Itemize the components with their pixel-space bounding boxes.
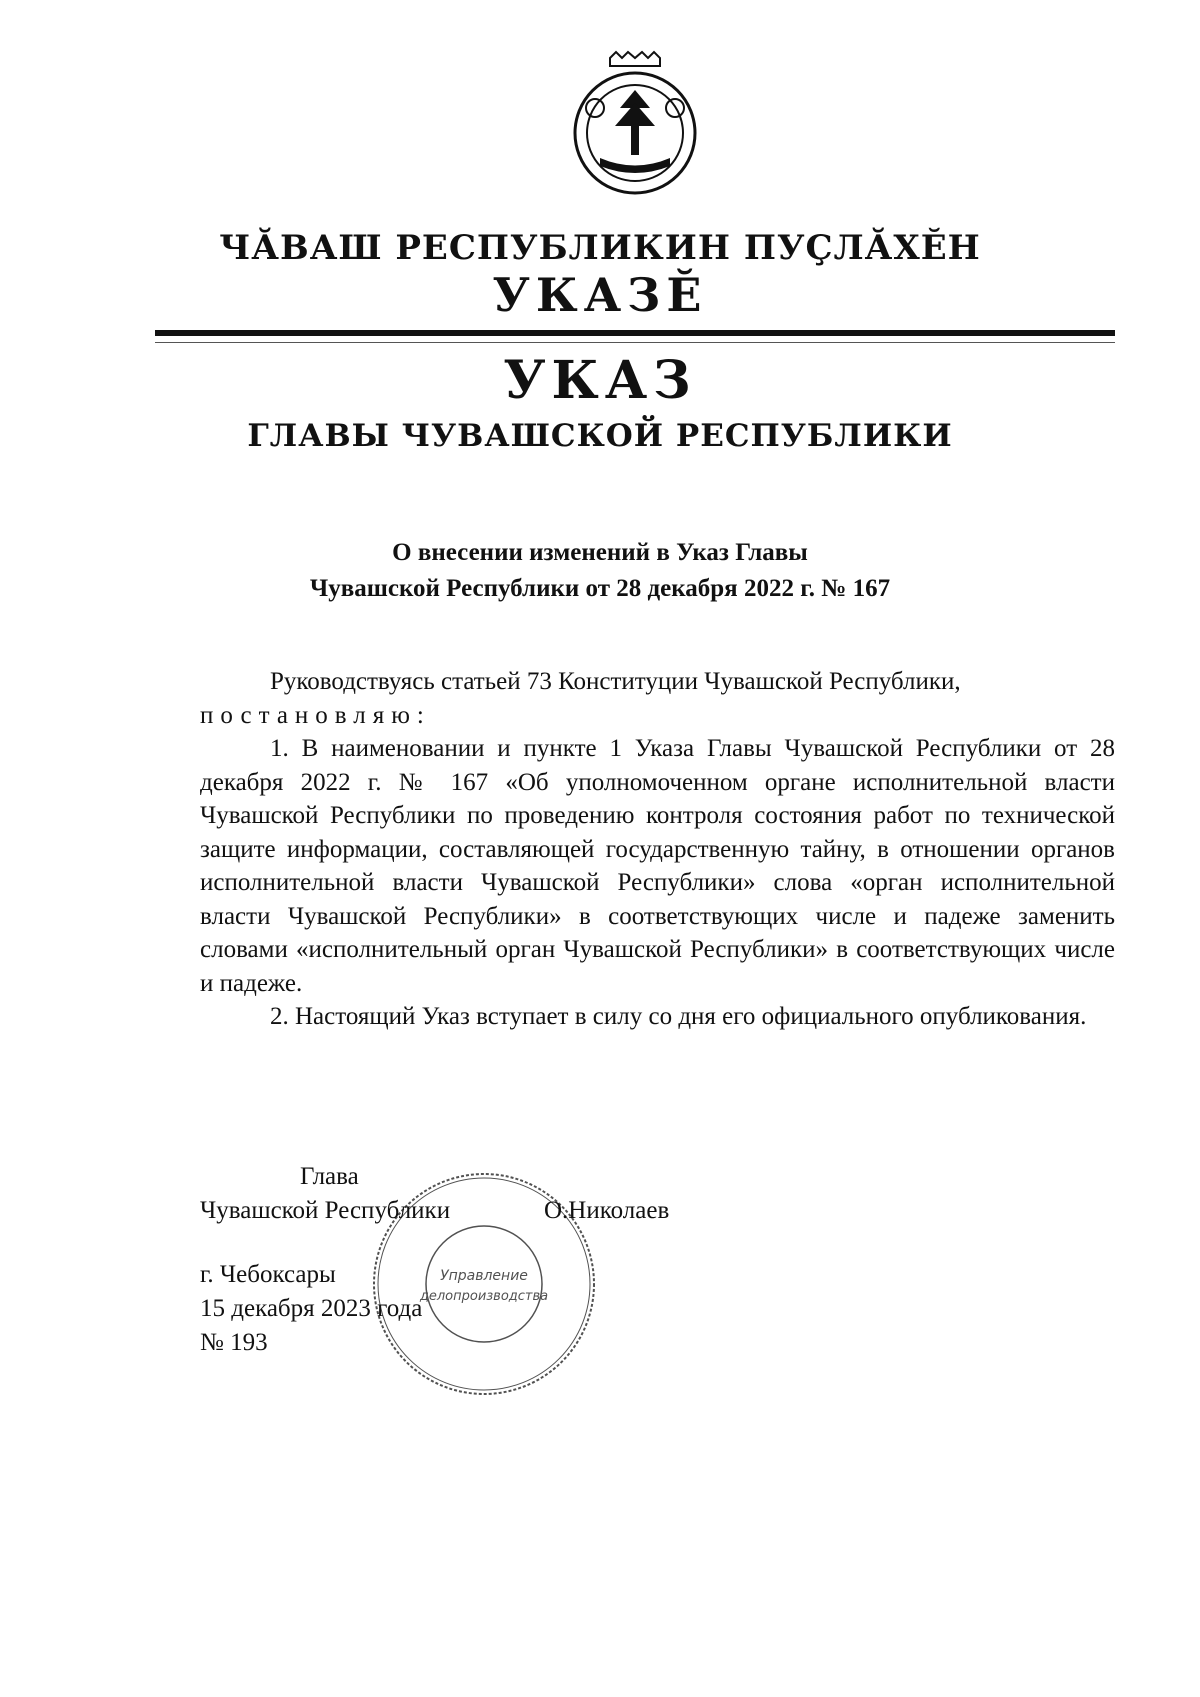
signature-date: 15 декабря 2023 года <box>200 1295 423 1322</box>
decree-subject <box>0 535 1200 607</box>
stamp-center-line-2: делопроизводства <box>419 1289 549 1304</box>
subject-line-1: О внесении изменений в Указ Главы <box>392 539 808 566</box>
body-intro: Руководствуясь статьей 73 Конституции Чувашской Республики, <box>270 668 961 695</box>
chuvash-ukaz-word: УКАЗӖ <box>492 268 708 322</box>
crown-icon <box>610 52 660 66</box>
decree-body <box>200 665 1115 1034</box>
header-divider-thin <box>155 342 1115 343</box>
header-divider-thick <box>155 330 1115 336</box>
decree-number: № 193 <box>200 1329 268 1356</box>
body-item-1: 1. В наименовании и пункте 1 Указа Главы Чувашской Республики от 28 декабря 2022 г. № 167 «Об уполномоченном органе исполнительной власти Чувашской Республики по проведению контроля состояния работ по технической защите информации, составляющей государственную тайну, в отношении органов исполнительной власти Чувашской Республики» слова «орган исполнительной власти Чувашской Республики» в соответствующих числе и падеже заменить словами «исполнительный орган Чувашской Республики» в соответствующих числе и падеже. <box>200 735 1115 997</box>
signature-title-line-1: Глава <box>300 1163 359 1190</box>
signatory-name: О.Николаев <box>544 1197 670 1224</box>
stamp-center-line-1: Управление <box>440 1268 528 1284</box>
body-decree-word: постановляю: <box>200 701 431 729</box>
chuvash-header-title: ЧӐВАШ РЕСПУБЛИКИН ПУҪЛӐХӖН <box>219 228 981 268</box>
tree-icon <box>600 90 670 173</box>
russian-header-title: ГЛАВЫ ЧУВАШСКОЙ РЕСПУБЛИКИ <box>247 418 953 454</box>
body-item-2: 2. Настоящий Указ вступает в силу со дня его официального опубликования. <box>270 1003 1087 1030</box>
coat-of-arms-emblem <box>560 48 710 198</box>
signature-title-line-2: Чувашской Республики <box>200 1197 451 1224</box>
signature-city: г. Чебоксары <box>200 1261 336 1288</box>
russian-ukaz-word: УКАЗ <box>503 350 697 411</box>
subject-line-2: Чувашской Республики от 28 декабря 2022 г. № 167 <box>309 575 891 602</box>
